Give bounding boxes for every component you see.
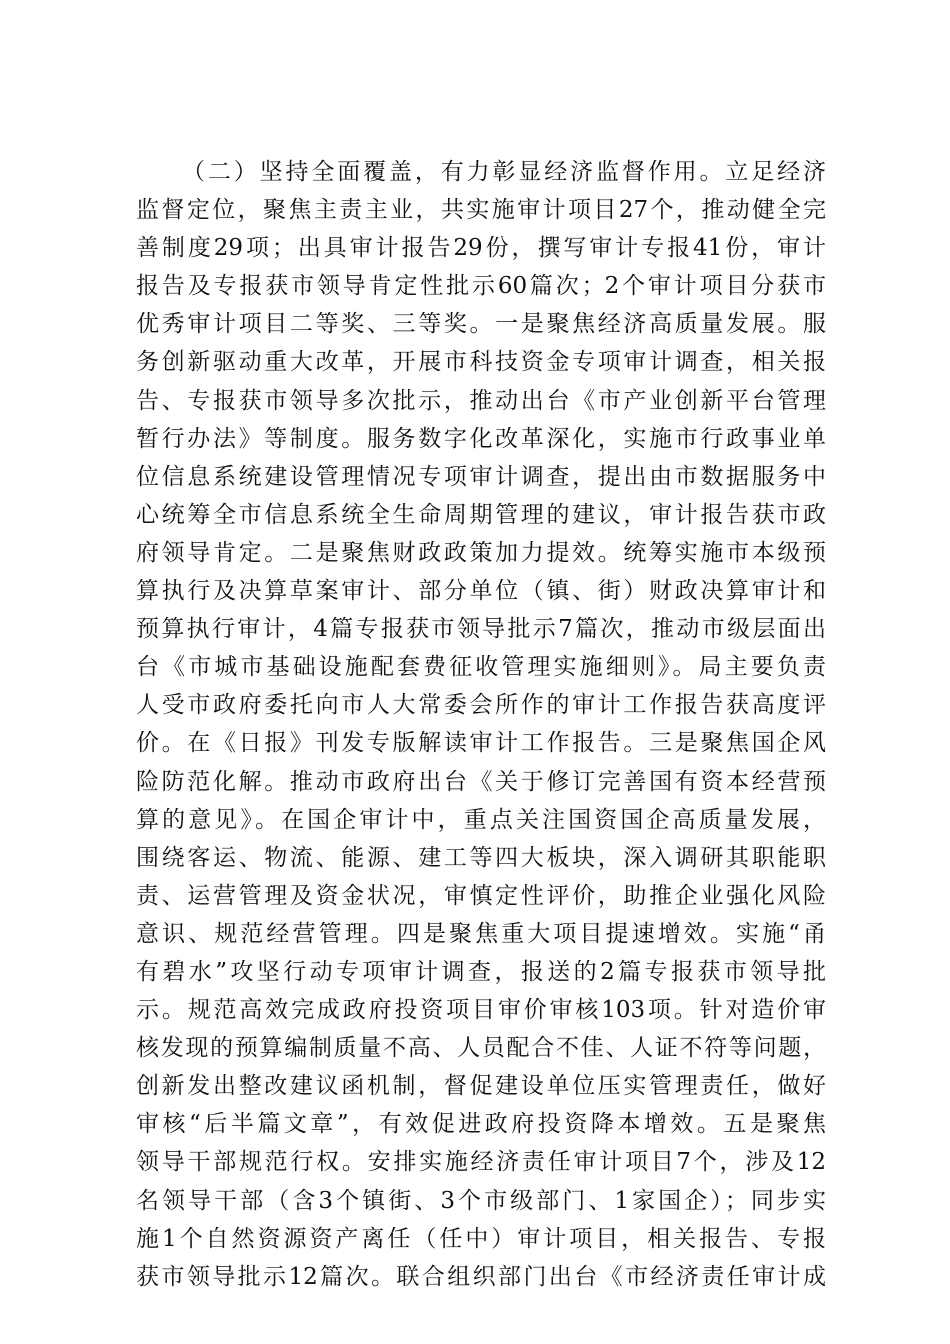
paragraph-line: 审核“后半篇文章”，有效促进政府投资降本增效。五是聚焦 — [136, 1111, 826, 1138]
paragraph-line: 获市领导批示12篇次。联合组织部门出台《市经济责任审计成 — [136, 1263, 826, 1290]
paragraph-line: 人受市政府委托向市人大常委会所作的审计工作报告获高度评 — [136, 692, 826, 719]
paragraph-line: 善制度29项；出具审计报告29份，撰写审计专报41份，审计 — [136, 235, 826, 262]
paragraph-line: 告、专报获市领导多次批示，推动出台《市产业创新平台管理 — [136, 387, 826, 414]
paragraph-line: 心统筹全市信息系统全生命周期管理的建议，审计报告获市政 — [136, 501, 826, 528]
paragraph-line: 意识、规范经营管理。四是聚焦重大项目提速增效。实施“甬 — [136, 920, 826, 947]
paragraph-line: 围绕客运、物流、能源、建工等四大板块，深入调研其职能职 — [136, 844, 826, 871]
paragraph-line: 报告及专报获市领导肯定性批示60篇次；2个审计项目分获市 — [136, 273, 826, 300]
paragraph-line: 名领导干部（含3个镇街、3个市级部门、1家国企）；同步实 — [136, 1187, 826, 1214]
paragraph-line: 算执行及决算草案审计、部分单位（镇、街）财政决算审计和 — [136, 578, 826, 605]
paragraph-line: 责、运营管理及资金状况，审慎定性评价，助推企业强化风险 — [136, 882, 826, 909]
paragraph-line: 施1个自然资源资产离任（任中）审计项目，相关报告、专报 — [136, 1225, 826, 1252]
paragraph-line: 算的意见》。在国企审计中，重点关注国资国企高质量发展， — [136, 806, 826, 833]
paragraph-line: 位信息系统建设管理情况专项审计调查，提出由市数据服务中 — [136, 463, 826, 490]
paragraph-line: 暂行办法》等制度。服务数字化改革深化，实施市行政事业单 — [136, 425, 826, 452]
paragraph-line: 优秀审计项目二等奖、三等奖。一是聚焦经济高质量发展。服 — [136, 311, 826, 338]
paragraph-line: 预算执行审计，4篇专报获市领导批示7篇次，推动市级层面出 — [136, 616, 826, 643]
paragraph-line: 监督定位，聚焦主责主业，共实施审计项目27个，推动健全完 — [136, 197, 826, 224]
paragraph-line: 府领导肯定。二是聚焦财政政策加力提效。统筹实施市本级预 — [136, 539, 826, 566]
paragraph-line: 创新发出整改建议函机制，督促建设单位压实管理责任，做好 — [136, 1073, 826, 1100]
paragraph-line: 有碧水”攻坚行动专项审计调查，报送的2篇专报获市领导批 — [136, 958, 826, 985]
paragraph-line: 领导干部规范行权。安排实施经济责任审计项目7个，涉及12 — [136, 1149, 826, 1176]
paragraph-line: （二）坚持全面覆盖，有力彰显经济监督作用。立足经济 — [182, 159, 826, 185]
paragraph-line: 险防范化解。推动市政府出台《关于修订完善国有资本经营预 — [136, 768, 826, 795]
body-paragraph — [136, 153, 826, 1296]
paragraph-line: 务创新驱动重大改革，开展市科技资金专项审计调查，相关报 — [136, 349, 826, 376]
paragraph-line: 价。在《日报》刊发专版解读审计工作报告。三是聚焦国企风 — [136, 730, 826, 757]
paragraph-line: 台《市城市基础设施配套费征收管理实施细则》。局主要负责 — [136, 654, 826, 681]
paragraph-line: 核发现的预算编制质量不高、人员配合不佳、人证不符等问题， — [136, 1035, 826, 1062]
paragraph-line: 示。规范高效完成政府投资项目审价审核103项。针对造价审 — [136, 997, 826, 1024]
